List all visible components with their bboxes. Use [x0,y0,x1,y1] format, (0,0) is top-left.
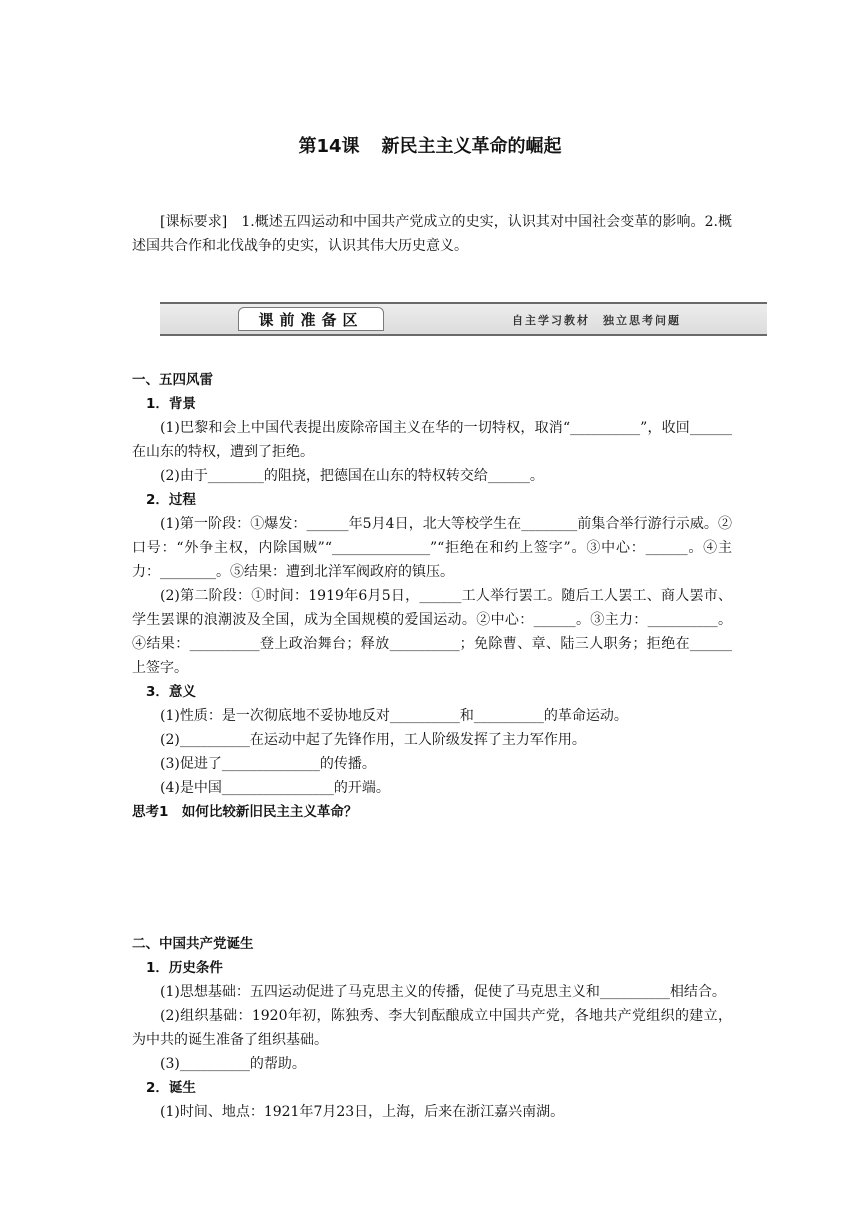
paragraph: (4)是中国________________的开端。 [160,780,390,796]
paragraph: (2)第二阶段：①时间：1919年6月5日，______工人举行罢工。随后工人罢工、商人罢市、学生罢课的浪潮波及全国，成为全国规模的爱国运动。②中心：______。③主力：__________。④结果：__________登上政治舞台；释放__________；免除曹、章、陆三人职务；拒绝在______上签字。 [132,588,732,676]
subheading-background: 1．背景 [146,396,196,412]
lesson-number: 第14课 [298,136,360,157]
content-body [132,368,732,1124]
paragraph: (3)__________的帮助。 [160,1056,306,1072]
answer-space [132,824,732,932]
curriculum-requirements: [课标要求] 1.概述五四运动和中国共产党成立的史实，认识其对中国社会变革的影响。2.概述国共合作和北伐战争的史实，认识其伟大历史意义。 [132,214,732,254]
subheading-significance: 3．意义 [146,684,196,700]
paragraph: (1)性质：是一次彻底地不妥协地反对__________和__________的革命运动。 [160,708,628,724]
subheading-process: 2．过程 [146,492,196,508]
paragraph: (2)由于________的阻挠，把德国在山东的特权转交给______。 [160,468,544,484]
subheading-conditions: 1．历史条件 [146,960,223,976]
paragraph: (1)思想基础：五四运动促进了马克思主义的传播，促使了马克思主义和__________相结合。 [160,984,726,1000]
section-heading-2: 二、中国共产党诞生 [132,936,254,952]
think-question-1: 思考1 如何比较新旧民主主义革命？ [132,804,358,820]
paragraph: (1)巴黎和会上中国代表提出废除帝国主义在华的一切特权，取消“__________”，收回______在山东的特权，遭到了拒绝。 [132,420,732,460]
paragraph: (1)第一阶段：①爆发：______年5月4日，北大等校学生在________前集合举行游行示威。②口号：“外争主权，内除国贼”“______________”“拒绝在和约上签字”。③中心：______。④主力：________。⑤结果：遭到北洋军阀政府的镇压。 [132,516,732,580]
paragraph: (2)组织基础：1920年初，陈独秀、李大钊酝酿成立中国共产党，各地共产党组织的建立，为中共的诞生准备了组织基础。 [132,1008,732,1048]
paragraph: (1)时间、地点：1921年7月23日，上海，后来在浙江嘉兴南湖。 [160,1104,565,1120]
page-title [0,132,860,158]
section-banner [160,302,767,336]
paragraph: (3)促进了______________的传播。 [160,756,376,772]
subheading-birth: 2．诞生 [146,1080,196,1096]
paragraph: (2)__________在运动中起了先锋作用，工人阶级发挥了主力军作用。 [160,732,586,748]
banner-tab-label: 课前准备区 [238,307,384,331]
banner-slogan: 自主学习教材 独立思考问题 [512,314,681,327]
section-heading-1: 一、五四风雷 [132,372,213,388]
lesson-name: 新民主主义革命的崛起 [381,136,562,157]
